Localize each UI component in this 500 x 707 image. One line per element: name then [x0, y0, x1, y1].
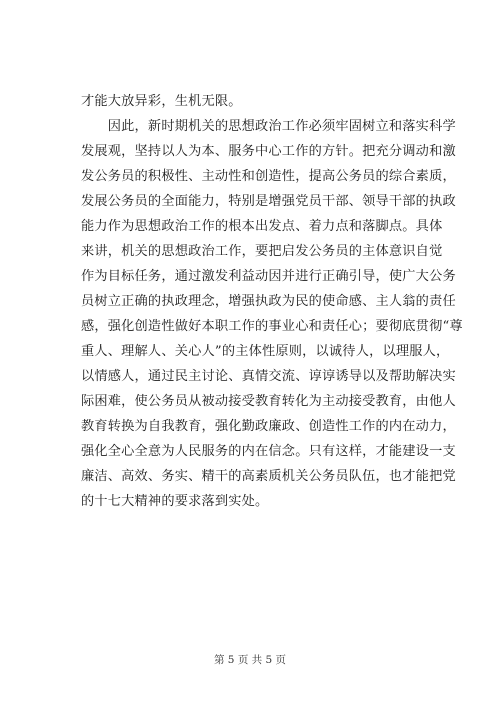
text-line: 来讲，机关的思想政治工作，要把启发公务员的主体意识自觉	[81, 244, 443, 259]
text-line: 作为目标任务，通过激发利益动因并进行正确引导，使广大公务	[81, 269, 456, 284]
text-line: 因此，新时期机关的思想政治工作必须牢固树立和落实科学	[81, 119, 456, 134]
text-line: 教育转换为自我教育，强化勤政廉政、创造性工作的内在动力，	[81, 419, 456, 434]
text-line: 以情感人，通过民主讨论、真情交流、谆谆诱导以及帮助解决实	[81, 369, 456, 384]
text-line: 强化全心全意为人民服务的内在信念。只有这样，才能建设一支	[81, 444, 456, 459]
text-line: 际困难，使公务员从被动接受教育转化为主动接受教育，由他人	[81, 394, 456, 409]
text-line: 重人、理解人、关心人”的主体性原则，以诚待人，以理服人，	[81, 344, 450, 359]
text-line: 的十七大精神的要求落到实处。	[81, 494, 269, 509]
text-line: 才能大放异彩，生机无限。	[81, 94, 242, 109]
text-line: 发展观，坚持以人为本、服务中心工作的方针。把充分调动和激	[81, 144, 456, 159]
text-line: 发公务员的积极性、主动性和创造性，提高公务员的综合素质，	[81, 169, 456, 184]
page-footer: 第 5 页 共 5 页	[213, 654, 287, 666]
text-line: 能力作为思想政治工作的根本出发点、着力点和落脚点。具体	[81, 219, 443, 234]
text-line: 员树立正确的执政理念，增强执政为民的使命感、主人翁的责任	[81, 294, 456, 309]
text-line: 发展公务员的全面能力，特别是增强党员干部、领导干部的执政	[81, 194, 456, 209]
text-line: 廉洁、高效、务实、精干的高素质机关公务员队伍，也才能把党	[81, 469, 456, 484]
text-line: 感，强化创造性做好本职工作的事业心和责任心；要彻底贯彻“尊	[81, 319, 463, 334]
